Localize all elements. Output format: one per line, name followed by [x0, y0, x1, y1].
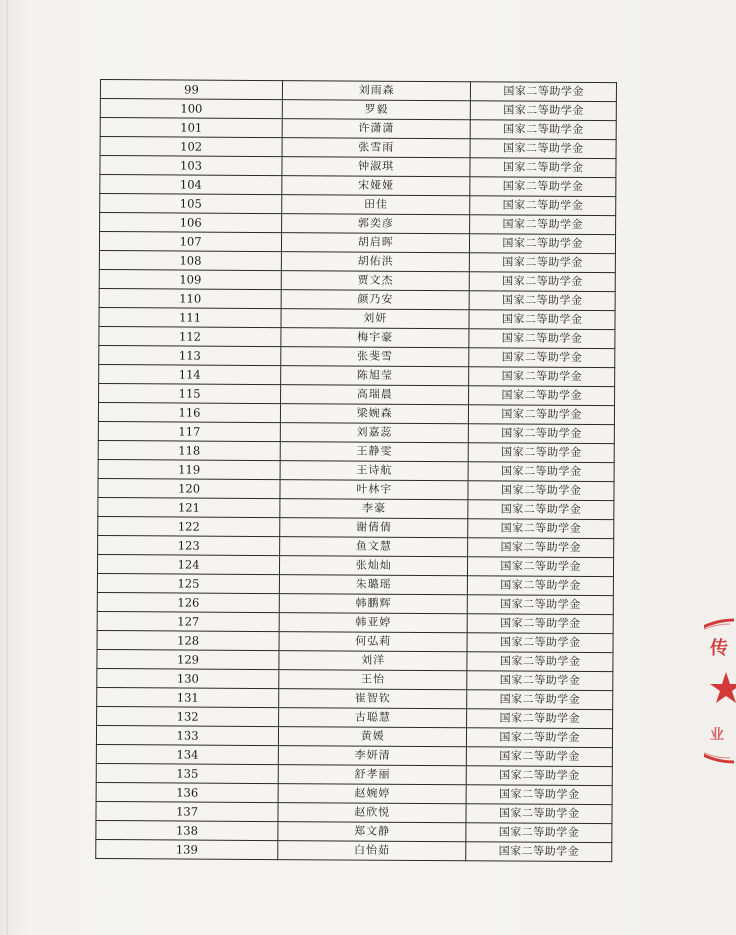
student-name-cell: 赵欣悦 [278, 803, 466, 823]
student-name-cell: 叶林宇 [280, 480, 468, 500]
row-number-cell: 132 [97, 706, 279, 726]
award-type-cell: 国家二等助学金 [467, 728, 613, 748]
row-number-cell: 133 [96, 725, 278, 745]
row-number-cell: 137 [96, 801, 278, 821]
row-number-cell: 130 [97, 668, 279, 688]
award-type-cell: 国家二等助学金 [468, 443, 614, 463]
row-number-cell: 128 [97, 630, 279, 650]
award-type-cell: 国家二等助学金 [467, 709, 613, 729]
student-name-cell: 古聪慧 [279, 708, 467, 728]
row-number-cell: 109 [99, 269, 281, 289]
award-type-cell: 国家二等助学金 [469, 386, 615, 406]
student-name-cell: 郑文静 [278, 822, 466, 842]
seal-text-top: 传 [710, 638, 728, 659]
award-type-cell: 国家二等助学金 [469, 310, 615, 330]
row-number-cell: 108 [99, 250, 281, 270]
student-name-cell: 高瑞晨 [281, 385, 469, 405]
award-type-cell: 国家二等助学金 [468, 481, 614, 501]
student-name-cell: 刘雨森 [283, 81, 471, 101]
student-name-cell: 鱼文慧 [280, 537, 468, 557]
student-name-cell: 胡启晖 [282, 233, 470, 253]
award-type-cell: 国家二等助学金 [467, 690, 613, 710]
student-name-cell: 王怡 [279, 670, 467, 690]
student-name-cell: 张灿灿 [280, 556, 468, 576]
student-name-cell: 罗毅 [282, 100, 470, 120]
row-number-cell: 100 [100, 99, 282, 119]
student-name-cell: 李豪 [280, 499, 468, 519]
award-type-cell: 国家二等助学金 [469, 348, 615, 368]
award-type-cell: 国家二等助学金 [469, 291, 615, 311]
row-number-cell: 107 [99, 232, 281, 252]
award-type-cell: 国家二等助学金 [467, 747, 613, 767]
student-name-cell: 张雪雨 [282, 138, 470, 158]
award-type-cell: 国家二等助学金 [470, 253, 616, 273]
award-type-cell: 国家二等助学金 [469, 405, 615, 425]
award-type-cell: 国家二等助学金 [468, 500, 614, 520]
row-number-cell: 127 [97, 611, 279, 631]
award-type-cell: 国家二等助学金 [468, 576, 614, 596]
row-number-cell: 99 [100, 80, 282, 100]
student-name-cell: 崔智钦 [279, 689, 467, 709]
row-number-cell: 136 [96, 782, 278, 802]
row-number-cell: 131 [97, 687, 279, 707]
student-name-cell: 韩亚婷 [279, 613, 467, 633]
award-type-cell: 国家二等助学金 [470, 158, 616, 178]
row-number-cell: 135 [96, 763, 278, 783]
row-number-cell: 101 [100, 118, 282, 138]
row-number-cell: 106 [100, 213, 282, 233]
student-name-cell: 赵婉婷 [278, 784, 466, 804]
student-name-cell: 王诗航 [280, 461, 468, 481]
row-number-cell: 120 [98, 478, 280, 498]
row-number-cell: 114 [99, 364, 281, 384]
row-number-cell: 121 [98, 497, 280, 517]
award-type-cell: 国家二等助学金 [470, 177, 616, 197]
award-type-cell: 国家二等助学金 [466, 785, 612, 805]
student-name-cell: 刘妍 [281, 309, 469, 329]
award-type-cell: 国家二等助学金 [467, 671, 613, 691]
row-number-cell: 138 [96, 820, 278, 840]
roster-body [96, 80, 617, 862]
row-number-cell: 122 [98, 516, 280, 536]
student-name-cell: 刘洋 [279, 651, 467, 671]
row-number-cell: 139 [96, 839, 278, 859]
row-number-cell: 102 [100, 137, 282, 157]
table-row [96, 839, 612, 861]
award-type-cell: 国家二等助学金 [468, 538, 614, 558]
award-type-cell: 国家二等助学金 [469, 329, 615, 349]
row-number-cell: 115 [99, 383, 281, 403]
row-number-cell: 110 [99, 288, 281, 308]
student-name-cell: 黄媛 [279, 727, 467, 747]
student-name-cell: 何弘莉 [279, 632, 467, 652]
award-type-cell: 国家二等助学金 [468, 462, 614, 482]
official-seal-stamp [704, 612, 736, 772]
row-number-cell: 126 [97, 592, 279, 612]
student-name-cell: 谢倩倩 [280, 518, 468, 538]
award-type-cell: 国家二等助学金 [467, 766, 613, 786]
student-name-cell: 舒孝丽 [278, 765, 466, 785]
award-type-cell: 国家二等助学金 [467, 614, 613, 634]
award-type-cell: 国家二等助学金 [470, 272, 616, 292]
row-number-cell: 117 [98, 421, 280, 441]
student-name-cell: 白怡茹 [278, 841, 466, 861]
student-name-cell: 张斐雪 [281, 347, 469, 367]
row-number-cell: 119 [98, 459, 280, 479]
row-number-cell: 129 [97, 649, 279, 669]
row-number-cell: 116 [98, 402, 280, 422]
row-number-cell: 112 [99, 326, 281, 346]
student-name-cell: 刘嘉蕊 [280, 423, 468, 443]
row-number-cell: 123 [98, 535, 280, 555]
award-type-cell: 国家二等助学金 [469, 367, 615, 387]
student-name-cell: 颜乃安 [281, 290, 469, 310]
award-type-cell: 国家二等助学金 [469, 424, 615, 444]
award-type-cell: 国家二等助学金 [468, 595, 614, 615]
row-number-cell: 124 [97, 554, 279, 574]
seal-text-bottom: 业 [710, 727, 724, 743]
student-name-cell: 王静雯 [280, 442, 468, 462]
award-type-cell: 国家二等助学金 [470, 196, 616, 216]
award-type-cell: 国家二等助学金 [466, 804, 612, 824]
award-type-cell: 国家二等助学金 [467, 633, 613, 653]
award-type-cell: 国家二等助学金 [470, 234, 616, 254]
row-number-cell: 111 [99, 307, 281, 327]
award-type-cell: 国家二等助学金 [470, 120, 616, 140]
student-name-cell: 贾文杰 [281, 271, 469, 291]
award-type-cell: 国家二等助学金 [471, 101, 617, 121]
student-name-cell: 田佳 [282, 195, 470, 215]
student-name-cell: 胡佑洪 [281, 252, 469, 272]
row-number-cell: 125 [97, 573, 279, 593]
student-name-cell: 许潇潇 [282, 119, 470, 139]
row-number-cell: 134 [96, 744, 278, 764]
award-type-cell: 国家二等助学金 [468, 519, 614, 539]
award-type-cell: 国家二等助学金 [468, 557, 614, 577]
student-name-cell: 钟淑琪 [282, 157, 470, 177]
award-type-cell: 国家二等助学金 [466, 842, 612, 862]
student-name-cell: 郭奕彦 [282, 214, 470, 234]
page-shadow [6, 0, 8, 935]
row-number-cell: 103 [100, 156, 282, 176]
award-roster-table [95, 79, 617, 862]
row-number-cell: 118 [98, 440, 280, 460]
award-type-cell: 国家二等助学金 [470, 139, 616, 159]
student-name-cell: 陈旭莹 [281, 366, 469, 386]
award-type-cell: 国家二等助学金 [470, 215, 616, 235]
student-name-cell: 朱璐瑶 [280, 575, 468, 595]
row-number-cell: 105 [100, 194, 282, 214]
row-number-cell: 113 [99, 345, 281, 365]
row-number-cell: 104 [100, 175, 282, 195]
student-name-cell: 韩鹏辉 [279, 594, 467, 614]
award-type-cell: 国家二等助学金 [471, 82, 617, 102]
student-name-cell: 李妍清 [278, 746, 466, 766]
student-name-cell: 梅宇豪 [281, 328, 469, 348]
award-type-cell: 国家二等助学金 [467, 652, 613, 672]
award-type-cell: 国家二等助学金 [466, 823, 612, 843]
student-name-cell: 宋娅娅 [282, 176, 470, 196]
seal-star-icon [710, 672, 736, 703]
student-name-cell: 梁婉森 [281, 404, 469, 424]
